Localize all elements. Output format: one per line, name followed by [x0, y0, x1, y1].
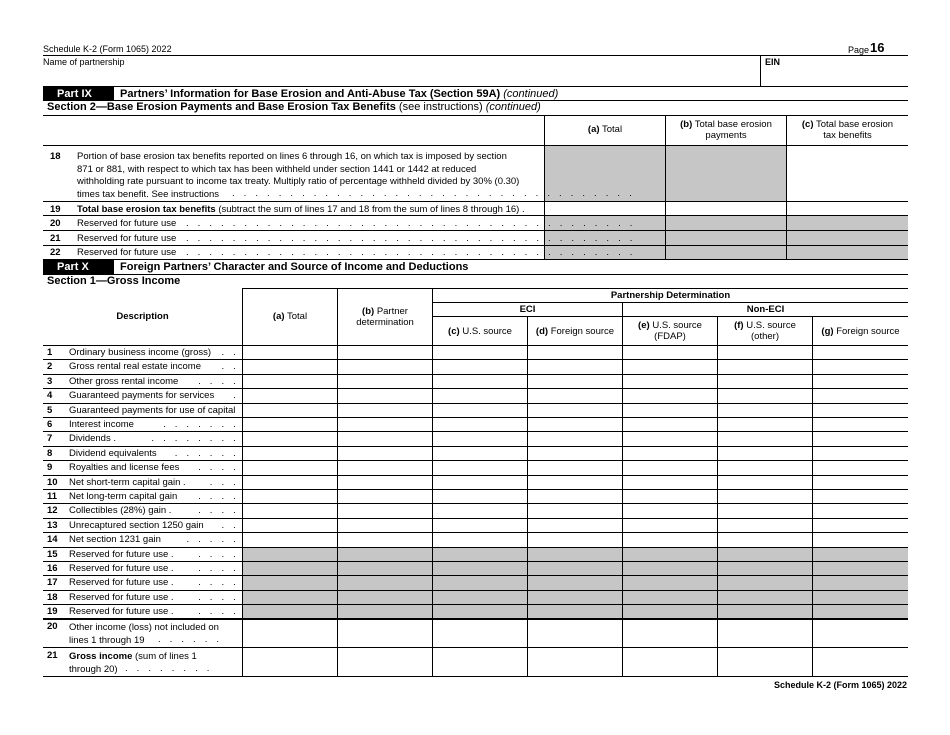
col-d-header: (d) Foreign source — [535, 326, 615, 337]
part-x-badge: Part X — [43, 260, 114, 274]
page-number: 16 — [870, 40, 885, 55]
line-number: 19 — [47, 606, 58, 617]
line-description: Interest income — [69, 419, 134, 430]
line-number: 7 — [47, 433, 53, 444]
line-number: 17 — [47, 577, 58, 588]
amount-field[interactable] — [718, 447, 811, 460]
amount-field[interactable] — [718, 404, 811, 417]
amount-field[interactable] — [433, 432, 526, 445]
leader-dots: . . . . . . . . . . . . . . . . . . . . . . . . . . . . . . . . . . . . . . . — [186, 218, 636, 229]
amount-field[interactable] — [813, 519, 906, 532]
amount-field[interactable] — [813, 418, 906, 431]
col-a-header: (a) Total — [272, 311, 308, 322]
amount-field[interactable] — [528, 418, 621, 431]
amount-field[interactable] — [623, 533, 716, 546]
line-18-text: Portion of base erosion tax benefits reported on lines 6 through 16, on which tax is imposed by section 871 or 881, with respect to which tax has been withheld under section 1441 or 1442 at reduced withholding rate pursuant to income tax treaty. Multiply ratio of percentage withheld divided by 30% (0.30) times tax benefit. See instructions — [77, 151, 520, 200]
amount-field[interactable] — [433, 476, 526, 489]
amount-field[interactable] — [623, 504, 716, 517]
amount-field[interactable] — [338, 504, 431, 517]
footer-form-id: Schedule K-2 (Form 1065) 2022 — [773, 680, 907, 690]
amount-field[interactable] — [338, 346, 431, 359]
amount-field[interactable] — [718, 519, 811, 532]
line-number: 8 — [47, 448, 53, 459]
amount-field[interactable] — [338, 389, 431, 402]
leader-dots: . . . . — [198, 563, 239, 574]
amount-field[interactable] — [243, 418, 336, 431]
part-ix-section-title: Section 2—Base Erosion Payments and Base Erosion Tax Benefits (see instructions) (continued) — [47, 101, 541, 113]
amount-field[interactable] — [338, 432, 431, 445]
amount-field[interactable] — [813, 490, 906, 503]
line-description: Unrecaptured section 1250 gain — [69, 520, 204, 531]
amount-field[interactable] — [813, 504, 906, 517]
part-x-title: Foreign Partners’ Character and Source of Income and Deductions — [120, 261, 469, 273]
amount-field[interactable] — [623, 447, 716, 460]
amount-field[interactable] — [243, 504, 336, 517]
line-18-col-c-field[interactable] — [787, 146, 907, 200]
ein-field[interactable] — [765, 68, 905, 84]
line-description: Ordinary business income (gross) — [69, 347, 212, 358]
amount-field[interactable] — [433, 461, 526, 474]
amount-field[interactable] — [243, 432, 336, 445]
amount-field[interactable] — [813, 360, 906, 373]
amount-field[interactable] — [528, 447, 621, 460]
amount-field[interactable] — [528, 375, 621, 388]
amount-field[interactable] — [623, 461, 716, 474]
line-number: 9 — [47, 462, 53, 473]
amount-field[interactable] — [243, 533, 336, 546]
col-f-header: (f) U.S. source (other) — [734, 320, 796, 342]
amount-field[interactable] — [813, 346, 906, 359]
amount-field[interactable] — [813, 432, 906, 445]
line-number: 20 — [47, 621, 58, 632]
leader-dots: . . . . — [198, 577, 239, 588]
line-description: Reserved for future use . — [69, 577, 174, 588]
leader-dots: . . — [221, 361, 239, 372]
amount-field[interactable] — [243, 461, 336, 474]
leader-dots: . . . . — [198, 606, 239, 617]
amount-field[interactable] — [623, 432, 716, 445]
leader-dots: . . . . . . . . . . . . . . . . . . . . . . . . . . . . . . . . . . . . . . . — [186, 233, 636, 244]
col-g-header: (g) Foreign source — [821, 326, 900, 337]
amount-field[interactable] — [338, 533, 431, 546]
amount-field[interactable] — [243, 404, 336, 417]
amount-field[interactable] — [243, 346, 336, 359]
line-description: Reserved for future use . — [69, 606, 174, 617]
line-description: Dividends . — [69, 433, 116, 444]
line-description: Net section 1231 gain — [69, 534, 161, 545]
amount-field[interactable] — [433, 360, 526, 373]
line-number: 1 — [47, 347, 53, 358]
amount-field[interactable] — [528, 519, 621, 532]
line-description: Other gross rental income — [69, 376, 179, 387]
ein-label: EIN — [765, 57, 781, 67]
leader-dots: . . . . — [198, 592, 239, 603]
amount-field[interactable] — [528, 461, 621, 474]
part-ix-title: Partners’ Information for Base Erosion and Anti-Abuse Tax (Section 59A) (continued) — [120, 88, 559, 100]
amount-field[interactable] — [623, 418, 716, 431]
line-description: Guaranteed payments for services — [69, 390, 215, 401]
amount-field[interactable] — [528, 432, 621, 445]
amount-field[interactable] — [718, 418, 811, 431]
amount-field[interactable] — [243, 490, 336, 503]
line-19-text: Total base erosion tax benefits (subtract the sum of lines 17 and 18 from the sum of lines 8 through 16) . — [77, 204, 525, 215]
line-20-text: Reserved for future use — [77, 218, 177, 229]
amount-field[interactable] — [813, 389, 906, 402]
leader-dots: . . . . . . . . — [151, 433, 239, 444]
line-description: Gross rental real estate income — [69, 361, 202, 372]
line-19-col-a-field[interactable] — [545, 202, 665, 215]
line-number: 18 — [47, 592, 58, 603]
eci-header: ECI — [519, 304, 536, 315]
line-number: 16 — [47, 563, 58, 574]
leader-dots: . . . . . . . . . . . . . . . . . . . . . . . . . . . . . . . . . . . . . . . — [186, 247, 636, 258]
line-number: 14 — [47, 534, 58, 545]
line-20-description: Other income (loss) not included on lines 1 through 19 — [69, 622, 219, 646]
leader-dots: . . . . . — [186, 534, 239, 545]
line-number: 13 — [47, 520, 58, 531]
col-a-header: (a) Total — [587, 124, 623, 135]
leader-dots: . . . . — [198, 505, 239, 516]
amount-field[interactable] — [718, 432, 811, 445]
amount-field[interactable] — [528, 360, 621, 373]
amount-field[interactable] — [338, 519, 431, 532]
line-number: 22 — [50, 247, 61, 258]
line-number: 21 — [47, 650, 58, 661]
amount-field[interactable] — [813, 461, 906, 474]
amount-field[interactable] — [718, 490, 811, 503]
line-description: Reserved for future use . — [69, 549, 174, 560]
line-description: Reserved for future use . — [69, 563, 174, 574]
line-number: 11 — [47, 491, 58, 502]
amount-field[interactable] — [243, 519, 336, 532]
amount-field[interactable] — [718, 389, 811, 402]
part-ix-badge: Part IX — [43, 87, 114, 101]
amount-field[interactable] — [433, 533, 526, 546]
amount-field[interactable] — [243, 389, 336, 402]
line-21-description: Gross income (sum of lines 1 through 20) — [69, 651, 197, 675]
line-19-col-b-field[interactable] — [666, 202, 786, 215]
amount-field[interactable] — [813, 447, 906, 460]
amount-field[interactable] — [243, 360, 336, 373]
amount-field[interactable] — [243, 476, 336, 489]
amount-field[interactable] — [718, 360, 811, 373]
leader-dots: . . . . — [198, 491, 239, 502]
leader-dots: . . . . . . . . . . . . . . . . . . . . . . . . . . . . . . . . . . . — [232, 188, 635, 199]
name-of-partnership-field[interactable] — [47, 68, 755, 84]
description-header: Description — [116, 311, 169, 322]
part-x-section-title: Section 1—Gross Income — [47, 275, 181, 287]
line-number: 19 — [50, 204, 61, 215]
line-description: Net long-term capital gain — [69, 491, 178, 502]
amount-field[interactable] — [528, 533, 621, 546]
amount-field[interactable] — [433, 447, 526, 460]
amount-field[interactable] — [718, 346, 811, 359]
line-number: 12 — [47, 505, 58, 516]
page-label: Page — [847, 45, 869, 55]
amount-field[interactable] — [433, 375, 526, 388]
amount-field[interactable] — [433, 389, 526, 402]
col-c-header: (c) Total base erosion tax benefits — [801, 119, 894, 141]
line-description: Royalties and license fees — [69, 462, 180, 473]
line-number: 15 — [47, 549, 58, 560]
amount-field[interactable] — [338, 418, 431, 431]
line-number: 18 — [50, 151, 61, 162]
col-b-header: (b) Partner determination — [356, 306, 414, 328]
line-description: Collectibles (28%) gain . — [69, 505, 172, 516]
amount-field[interactable] — [433, 504, 526, 517]
leader-dots: . . . . — [198, 462, 239, 473]
amount-field[interactable] — [718, 375, 811, 388]
leader-dots: . . . . . . . . — [125, 663, 213, 674]
leader-dots: . . . . — [198, 376, 239, 387]
amount-field[interactable] — [433, 346, 526, 359]
leader-dots: . . . . — [198, 549, 239, 560]
line-number: 10 — [47, 477, 58, 488]
amount-field[interactable] — [338, 461, 431, 474]
amount-field[interactable] — [528, 490, 621, 503]
amount-field[interactable] — [528, 346, 621, 359]
line-description: Guaranteed payments for use of capital — [69, 405, 236, 416]
amount-field[interactable] — [623, 346, 716, 359]
leader-dots: . . . . . . . — [163, 419, 239, 430]
amount-field[interactable] — [623, 490, 716, 503]
amount-field[interactable] — [338, 375, 431, 388]
line-description: Dividend equivalents — [69, 448, 157, 459]
amount-field[interactable] — [718, 476, 811, 489]
line-number: 6 — [47, 419, 53, 430]
amount-field[interactable] — [528, 504, 621, 517]
amount-field[interactable] — [528, 404, 621, 417]
amount-field[interactable] — [718, 533, 811, 546]
name-of-partnership-label: Name of partnership — [43, 57, 125, 67]
leader-dots: . . — [221, 520, 239, 531]
line-number: 3 — [47, 376, 53, 387]
col-b-header: (b) Total base erosion payments — [680, 119, 772, 141]
amount-field[interactable] — [623, 476, 716, 489]
amount-field[interactable] — [243, 447, 336, 460]
amount-field[interactable] — [623, 404, 716, 417]
amount-field[interactable] — [718, 461, 811, 474]
line-number: 4 — [47, 390, 53, 401]
amount-field[interactable] — [813, 375, 906, 388]
amount-field[interactable] — [813, 533, 906, 546]
col-e-header: (e) U.S. source (FDAP) — [638, 320, 702, 342]
line-number: 21 — [50, 233, 61, 244]
amount-field[interactable] — [243, 375, 336, 388]
line-number: 20 — [50, 218, 61, 229]
line-number: 5 — [47, 405, 53, 416]
form-id: Schedule K-2 (Form 1065) 2022 — [43, 44, 172, 54]
amount-field[interactable] — [623, 519, 716, 532]
non-eci-header: Non-ECI — [746, 304, 785, 315]
gray-block — [243, 548, 908, 618]
amount-field[interactable] — [528, 389, 621, 402]
partnership-determination-header: Partnership Determination — [610, 290, 731, 301]
amount-field[interactable] — [433, 490, 526, 503]
amount-field[interactable] — [338, 490, 431, 503]
amount-field[interactable] — [623, 375, 716, 388]
amount-field[interactable] — [433, 519, 526, 532]
col-c-header: (c) U.S. source — [448, 326, 512, 337]
amount-field[interactable] — [338, 360, 431, 373]
amount-field[interactable] — [813, 476, 906, 489]
leader-dots: . . . . . . — [174, 448, 239, 459]
amount-field[interactable] — [528, 476, 621, 489]
line-description: Net short-term capital gain . — [69, 477, 186, 488]
line-number: 2 — [47, 361, 53, 372]
line-description: Reserved for future use . — [69, 592, 174, 603]
line-19-col-c-field[interactable] — [787, 202, 907, 215]
amount-field[interactable] — [338, 447, 431, 460]
amount-field[interactable] — [623, 389, 716, 402]
leader-dots: . . . . . . — [158, 634, 223, 645]
amount-field[interactable] — [433, 418, 526, 431]
leader-dots: . . . — [209, 477, 239, 488]
amount-field[interactable] — [813, 404, 906, 417]
amount-field[interactable] — [623, 360, 716, 373]
leader-dots: . . — [221, 347, 239, 358]
amount-field[interactable] — [433, 404, 526, 417]
amount-field[interactable] — [338, 404, 431, 417]
amount-field[interactable] — [718, 504, 811, 517]
leader-dots: . — [233, 390, 239, 401]
amount-field[interactable] — [338, 476, 431, 489]
line-22-text: Reserved for future use — [77, 247, 177, 258]
line-21-text: Reserved for future use — [77, 233, 177, 244]
